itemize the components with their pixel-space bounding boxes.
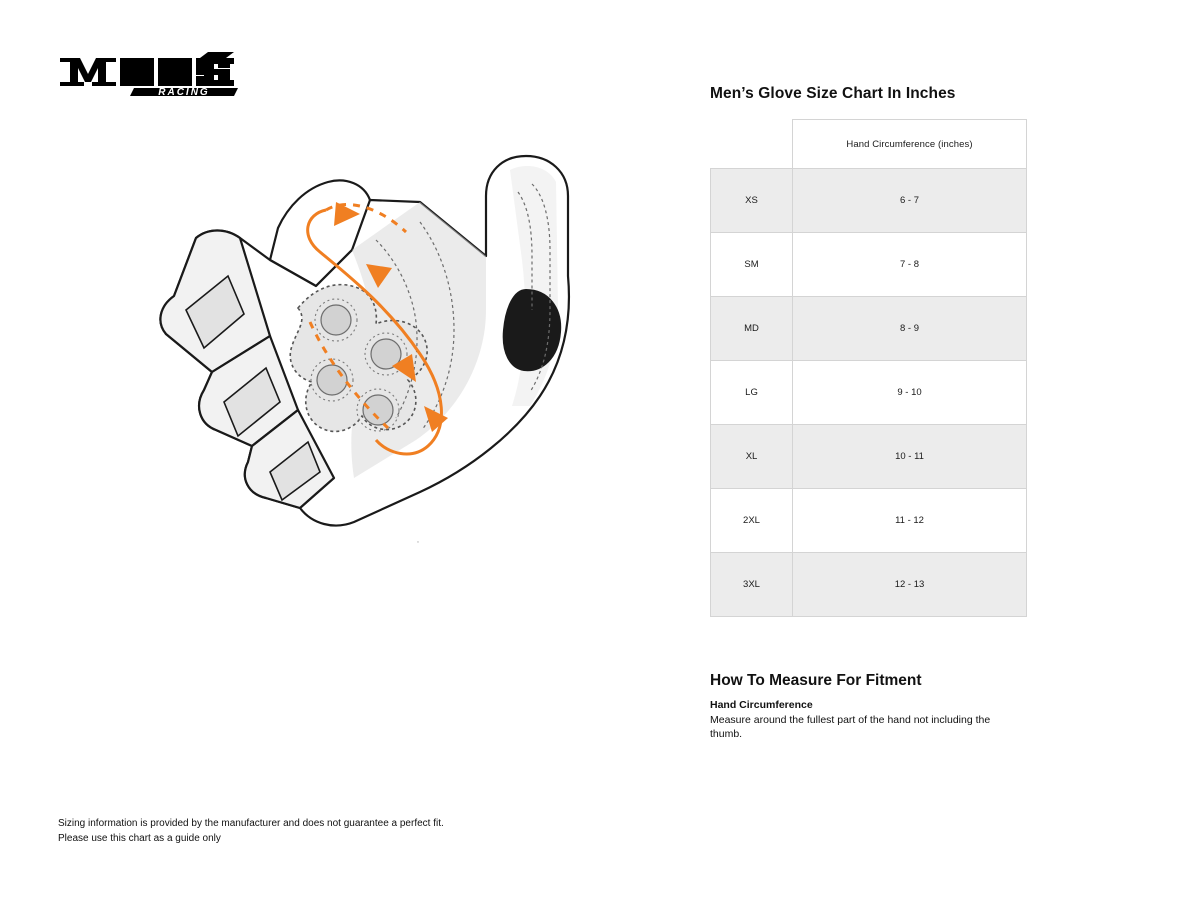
table-header-circumference: Hand Circumference (inches) xyxy=(793,120,1027,169)
brand-logo xyxy=(58,50,248,98)
cell-size: XL xyxy=(711,425,793,489)
cell-circumference: 6 - 7 xyxy=(793,169,1027,233)
how-to-measure-text: Measure around the fullest part of the hand not including the thumb. xyxy=(710,714,991,740)
cell-circumference: 9 - 10 xyxy=(793,361,1027,425)
cell-circumference: 11 - 12 xyxy=(793,489,1027,553)
table-row xyxy=(711,361,1027,425)
size-chart-table xyxy=(710,119,1027,617)
cell-size: XS xyxy=(711,169,793,233)
disclaimer-line-2: Please use this chart as a guide only xyxy=(58,833,221,844)
table-header-size xyxy=(711,120,793,169)
cell-circumference: 10 - 11 xyxy=(793,425,1027,489)
cell-circumference: 8 - 9 xyxy=(793,297,1027,361)
how-to-measure-subtitle: Hand Circumference xyxy=(710,699,813,711)
cell-circumference: 12 - 13 xyxy=(793,553,1027,617)
how-to-measure-title: How To Measure For Fitment xyxy=(710,672,922,689)
cell-size: SM xyxy=(711,233,793,297)
cell-size: 2XL xyxy=(711,489,793,553)
cell-size: MD xyxy=(711,297,793,361)
cell-size: 3XL xyxy=(711,553,793,617)
table-row xyxy=(711,297,1027,361)
moose-racing-logo-icon xyxy=(58,50,248,98)
cell-size: LG xyxy=(711,361,793,425)
disclaimer-line-1: Sizing information is provided by the manufacturer and does not guarantee a perfect fit. xyxy=(58,818,444,829)
table-row xyxy=(711,425,1027,489)
how-to-measure-section xyxy=(710,672,1040,741)
cell-circumference: 7 - 8 xyxy=(793,233,1027,297)
table-row xyxy=(711,169,1027,233)
table-row xyxy=(711,233,1027,297)
glove-illustration xyxy=(120,110,700,550)
table-row xyxy=(711,553,1027,617)
size-chart-section xyxy=(710,85,1040,617)
disclaimer xyxy=(58,816,578,846)
svg-text:RACING: RACING xyxy=(158,87,210,98)
table-header-row xyxy=(711,120,1027,169)
page-title: Men’s Glove Size Chart In Inches xyxy=(710,85,956,102)
table-row xyxy=(711,489,1027,553)
